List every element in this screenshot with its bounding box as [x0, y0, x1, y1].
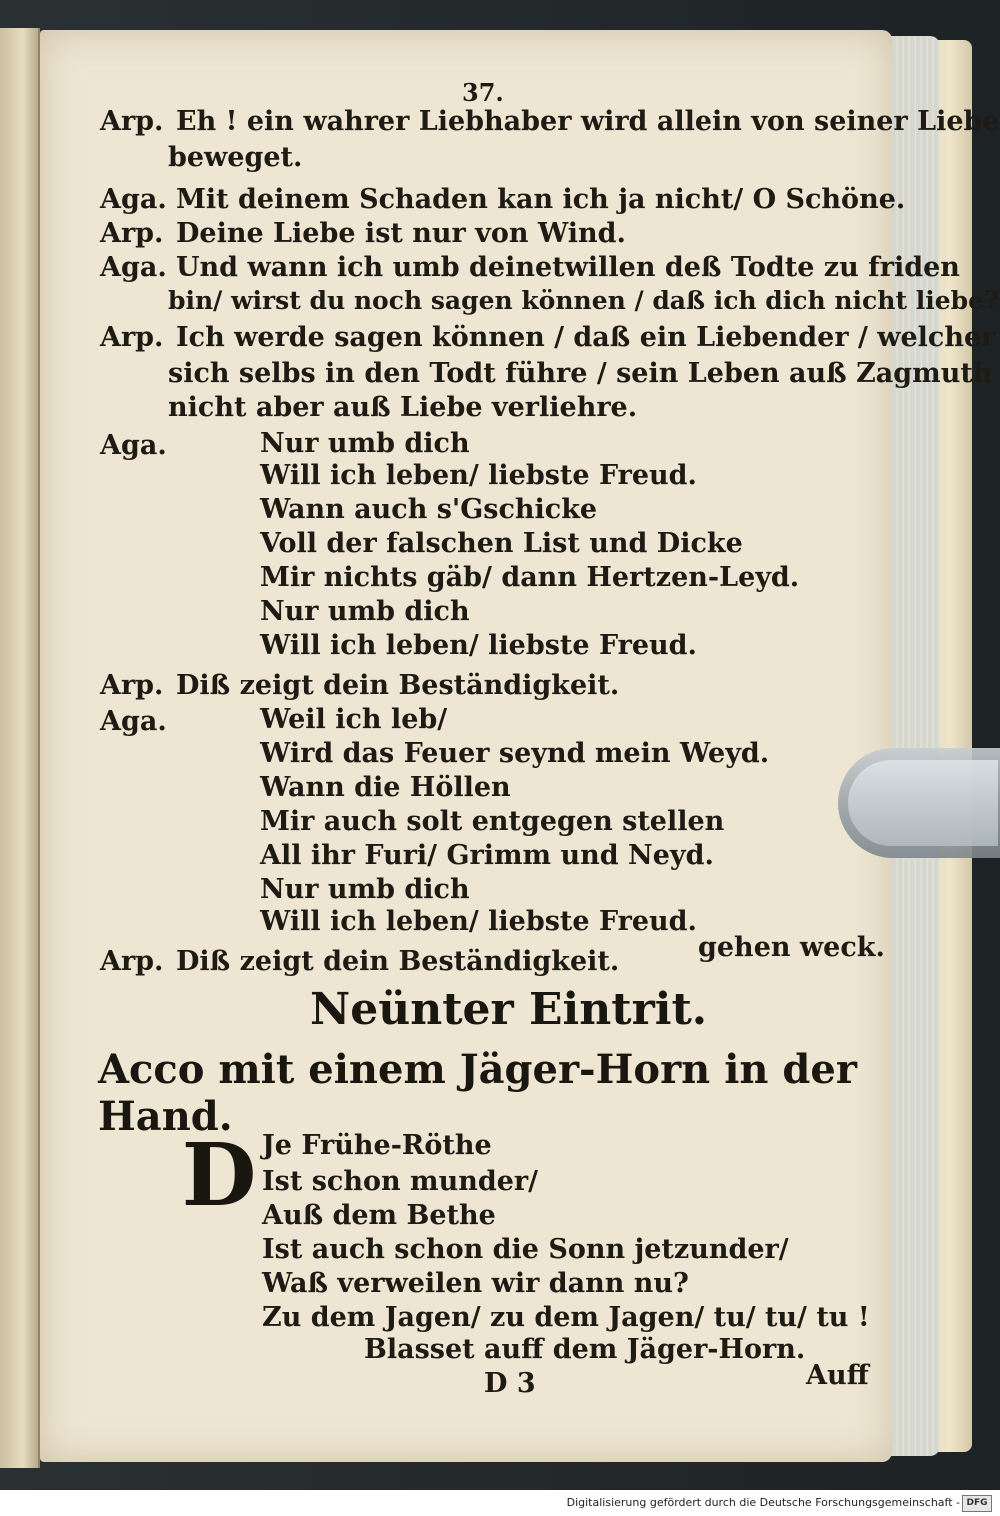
catchword: Auff — [806, 1360, 869, 1391]
dialogue-line: beweget. — [168, 142, 303, 173]
song-line: Ist schon munder/ — [262, 1166, 538, 1197]
dialogue-line: Mit deinem Schaden kan ich ja nicht/ O Schöne. — [176, 184, 906, 215]
dialogue-line: Deine Liebe ist nur von Wind. — [176, 218, 626, 249]
speaker-label: Arp. — [100, 322, 164, 353]
verse-line: Nur umb dich — [260, 874, 470, 905]
dialogue-line: Diß zeigt dein Beständigkeit. — [176, 670, 620, 701]
scene-subtitle: Acco mit einem Jäger-Horn in der Hand. — [98, 1046, 857, 1140]
song-line: Ist auch schon die Sonn jetzunder/ — [262, 1234, 789, 1265]
facing-page-edge — [0, 28, 40, 1468]
dialogue-line: Diß zeigt dein Beständigkeit. — [176, 946, 620, 977]
dialogue-line: Ich werde sagen können / daß ein Liebender / welcher — [176, 322, 996, 353]
speaker-label: Arp. — [100, 218, 164, 249]
song-line: Zu dem Jagen/ zu dem Jagen/ tu/ tu/ tu ! — [262, 1302, 870, 1333]
scene-title: Neünter Eintrit. — [310, 984, 708, 1035]
paper-clip-highlight — [848, 760, 998, 846]
dialogue-line: Eh ! ein wahrer Liebhaber wird allein von seiner Liebe — [176, 106, 1000, 137]
speaker-label: Arp. — [100, 670, 164, 701]
dfg-logo: DFG — [962, 1495, 992, 1512]
speaker-label: Arp. — [100, 946, 164, 977]
verse-line: Will ich leben/ liebste Freud. — [260, 460, 697, 491]
dialogue-line: sich selbs in den Todt führe / sein Leben auß Zagmuth — [168, 358, 993, 389]
dialogue-line: nicht aber auß Liebe verliehre. — [168, 392, 638, 423]
footer-credit: Digitalisierung gefördert durch die Deutsche Forschungsgemeinschaft - — [566, 1496, 960, 1509]
verse-line: Wann die Höllen — [260, 772, 511, 803]
verse-line: Weil ich leb/ — [260, 704, 448, 735]
speaker-label: Aga. — [100, 252, 167, 283]
verse-line: Mir auch solt entgegen stellen — [260, 806, 725, 837]
verse-line: Will ich leben/ liebste Freud. — [260, 630, 697, 661]
song-line: Waß verweilen wir dann nu? — [262, 1268, 689, 1299]
verse-line: Will ich leben/ liebste Freud. — [260, 906, 697, 937]
verse-line: Wird das Feuer seynd mein Weyd. — [260, 738, 770, 769]
verse-line: Mir nichts gäb/ dann Hertzen-Leyd. — [260, 562, 800, 593]
dialogue-line: bin/ wirst du noch sagen können / daß ich dich nicht liebe? — [168, 286, 999, 315]
speaker-label: Aga. — [100, 430, 167, 461]
verse-line: Voll der falschen List und Dicke — [260, 528, 743, 559]
dialogue-line: Und wann ich umb deinetwillen deß Todte zu friden — [176, 252, 960, 283]
speaker-label: Aga. — [100, 706, 167, 737]
stage-direction: gehen weck. — [698, 932, 885, 963]
song-line: Blasset auff dem Jäger-Horn. — [364, 1334, 806, 1365]
decorated-initial: D — [181, 1125, 257, 1226]
speaker-label: Aga. — [100, 184, 167, 215]
page-number: 37. — [462, 78, 504, 107]
verse-line: Wann auch s'Gschicke — [260, 494, 598, 525]
song-line: Je Frühe-Röthe — [262, 1130, 492, 1161]
verse-line: Nur umb dich — [260, 596, 470, 627]
verse-line: All ihr Furi/ Grimm und Neyd. — [260, 840, 714, 871]
song-line: Auß dem Bethe — [262, 1200, 496, 1231]
signature-mark: D 3 — [484, 1368, 536, 1399]
speaker-label: Arp. — [100, 106, 164, 137]
verse-line: Nur umb dich — [260, 428, 470, 459]
